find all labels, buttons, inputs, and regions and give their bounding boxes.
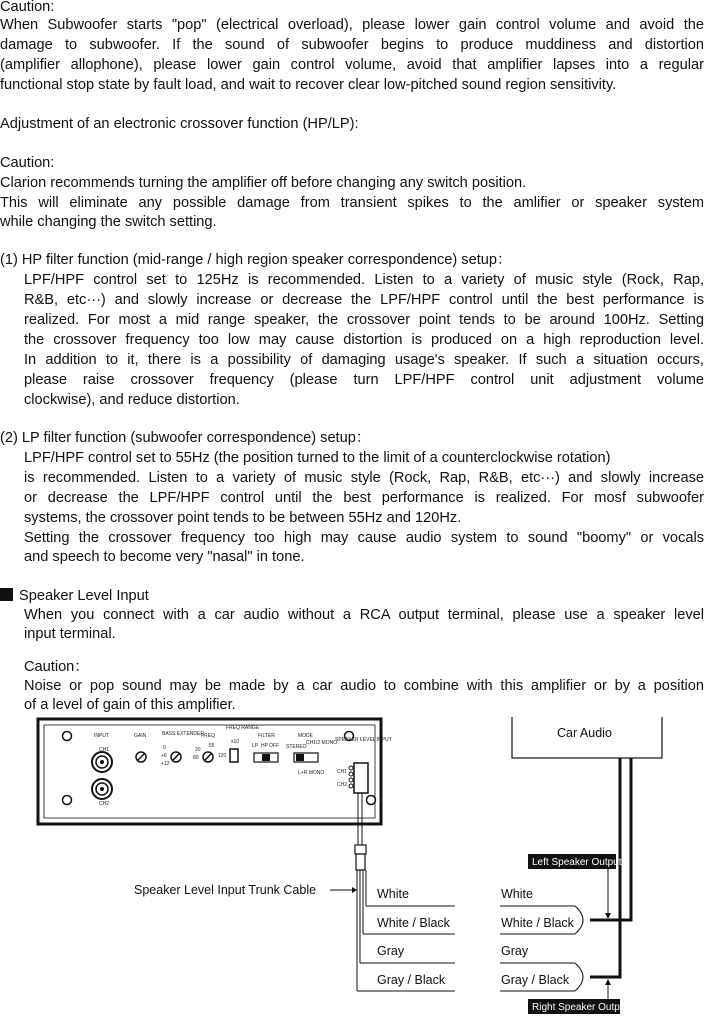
panel-label: 80 (193, 755, 199, 761)
panel-label: 55 (209, 743, 215, 749)
panel-label: 20 (195, 747, 201, 753)
panel-label: OFF (269, 743, 279, 749)
hp-heading: (1) HP filter function (mid-range / high region speaker correspondence) setup： (0, 252, 512, 268)
audio-wire-label: Gray / Black (501, 973, 570, 987)
left-speaker-output-tag (528, 854, 622, 869)
wiring-diagram (0, 717, 704, 1017)
panel-label: +6 (161, 753, 167, 759)
amplifier-panel (38, 719, 392, 824)
freq-knob[interactable] (203, 752, 213, 762)
panel-label: +12 (161, 761, 170, 767)
hp-line: LPF/HPF control set to 125Hz is recommended. Listen to a variety of music style (Rock, Rap, (24, 272, 704, 288)
hp-line: clockwise), and reduce distortion. (24, 392, 240, 408)
speaker-level-line: When you connect with a car audio without a RCA output terminal, please use a speaker level (24, 607, 704, 623)
caution-heading: Caution: (0, 155, 55, 171)
panel-label: INPUT (94, 733, 109, 739)
panel-label: GAIN (134, 733, 147, 739)
hp-line: the crossover frequency too low may cause distortion is produced on a high reproduction level. (24, 332, 704, 348)
hp-line: realized. For most a mid range speaker, the crossover point tends to be around 100Hz. Setting (24, 312, 704, 328)
lp-line: and speech to become very "nasal" in tone. (24, 549, 305, 565)
panel-label: HP (261, 743, 268, 749)
square-bullet-icon (0, 588, 13, 601)
caution-line: of a level of gain of this amplifier. (24, 697, 236, 713)
panel-label: LP (252, 743, 259, 749)
speaker-level-line: input terminal. (24, 626, 116, 642)
caution-line: This will eliminate any possible damage from transient spikes to the amlifier or speaker system (0, 195, 704, 211)
gain-knob[interactable] (136, 752, 146, 762)
panel-label: FREQ (201, 733, 215, 739)
arrow-icon (605, 979, 611, 999)
caution-line: When Subwoofer starts "pop" (electrical overload), please lower gain control volume and avoid the (0, 17, 704, 33)
speaker-level-heading-text: Speaker Level Input (19, 588, 149, 604)
lp-line: Setting the crossover frequency too high may cause audio system to sound "boomy" or vocals (24, 530, 704, 546)
right-speaker-output-label: Right Speaker Output (532, 1002, 629, 1013)
caution-line: Clarion recommends turning the amplifier off before changing any switch position. (0, 175, 527, 191)
hp-line: R&B, etc···) and slowly increase or decrease the LPF/HPF control until the best performance is (24, 292, 704, 308)
caution-line: functional stop state by fault load, and wait to recover clear low-pitched sound region sensitivity. (0, 77, 617, 93)
panel-label: x10 (231, 739, 240, 745)
audio-wire-label: White (501, 887, 533, 901)
panel-label: L+R MONO (298, 770, 325, 776)
amp-wire-label: Gray (377, 944, 405, 958)
audio-wire-label: Gray (501, 944, 529, 958)
bass-extender-knob[interactable] (171, 752, 181, 762)
lp-line: or decrease the LPF/HPF control until the best performance is realized. For mosf subwoofer (24, 490, 704, 506)
hp-line: In addition to it, there is a possibility of damaging usage's speaker. If such a situation occurs, (24, 352, 704, 368)
caution-line: Noise or pop sound may be made by a car audio to combine with this amplifier or by a position (24, 678, 704, 694)
panel-label: FILTER (258, 733, 275, 739)
trunk-cable-label: Speaker Level Input Trunk Cable (134, 883, 317, 897)
left-speaker-output-label: Left Speaker Output (532, 857, 622, 868)
caution-line: while changing the switch setting. (0, 214, 217, 230)
panel-label: 0 (163, 745, 166, 751)
caution-heading: Caution： (24, 659, 89, 675)
lp-line: LPF/HPF control set to 55Hz (the position turned to the limit of a counterclockwise rotation) (24, 450, 611, 466)
caution-line: damage to subwoofer. If the sound of subwoofer begins to produce muddiness and distortion (0, 37, 704, 53)
panel-label: 120 (218, 753, 227, 759)
caution-heading: Caution: (0, 0, 55, 15)
lp-line: is recommended. Listen to a variety of music style (Rock, Rap, R&B, etc···) and slowly increase (24, 470, 704, 486)
amp-wire-label: White / Black (377, 916, 450, 930)
crossover-title: Adjustment of an electronic crossover function (HP/LP): (0, 116, 359, 132)
right-speaker-output-tag (528, 999, 628, 1014)
panel-label: SPEAKER LEVEL INPUT (335, 737, 392, 743)
amp-wire-label: White (377, 887, 409, 901)
panel-label: CH2 (337, 782, 348, 788)
panel-label: CH1 (337, 769, 348, 775)
panel-label: CH1/2 MONO (306, 740, 338, 746)
arrow-icon (605, 869, 611, 919)
panel-label: FREQ RANGE (226, 725, 260, 731)
car-audio-unit (512, 717, 662, 758)
caution-line: (amplifier allophone), please lower gain control volume, avoid that amplifier lapses into a regular (0, 57, 704, 73)
lp-heading: (2) LP filter function (subwoofer correspondence) setup： (0, 430, 371, 446)
panel-label: BASS EXTENDER (162, 731, 204, 737)
panel-label: CH1 (99, 747, 110, 753)
panel-label: MODE (298, 733, 313, 739)
speaker-level-heading (0, 587, 704, 607)
audio-wire-label: White / Black (501, 916, 574, 930)
panel-label: CH2 (99, 801, 110, 807)
hp-line: please raise crossover frequency (please turn LPF/HPF control unit adjustment volume (24, 372, 704, 388)
arrow-icon (330, 887, 357, 893)
lp-line: systems, the crossover point tends to be between 55Hz and 120Hz. (24, 510, 462, 526)
panel-label: STEREO (286, 744, 307, 750)
amp-wire-label: Gray / Black (377, 973, 446, 987)
car-audio-label: Car Audio (557, 726, 612, 740)
